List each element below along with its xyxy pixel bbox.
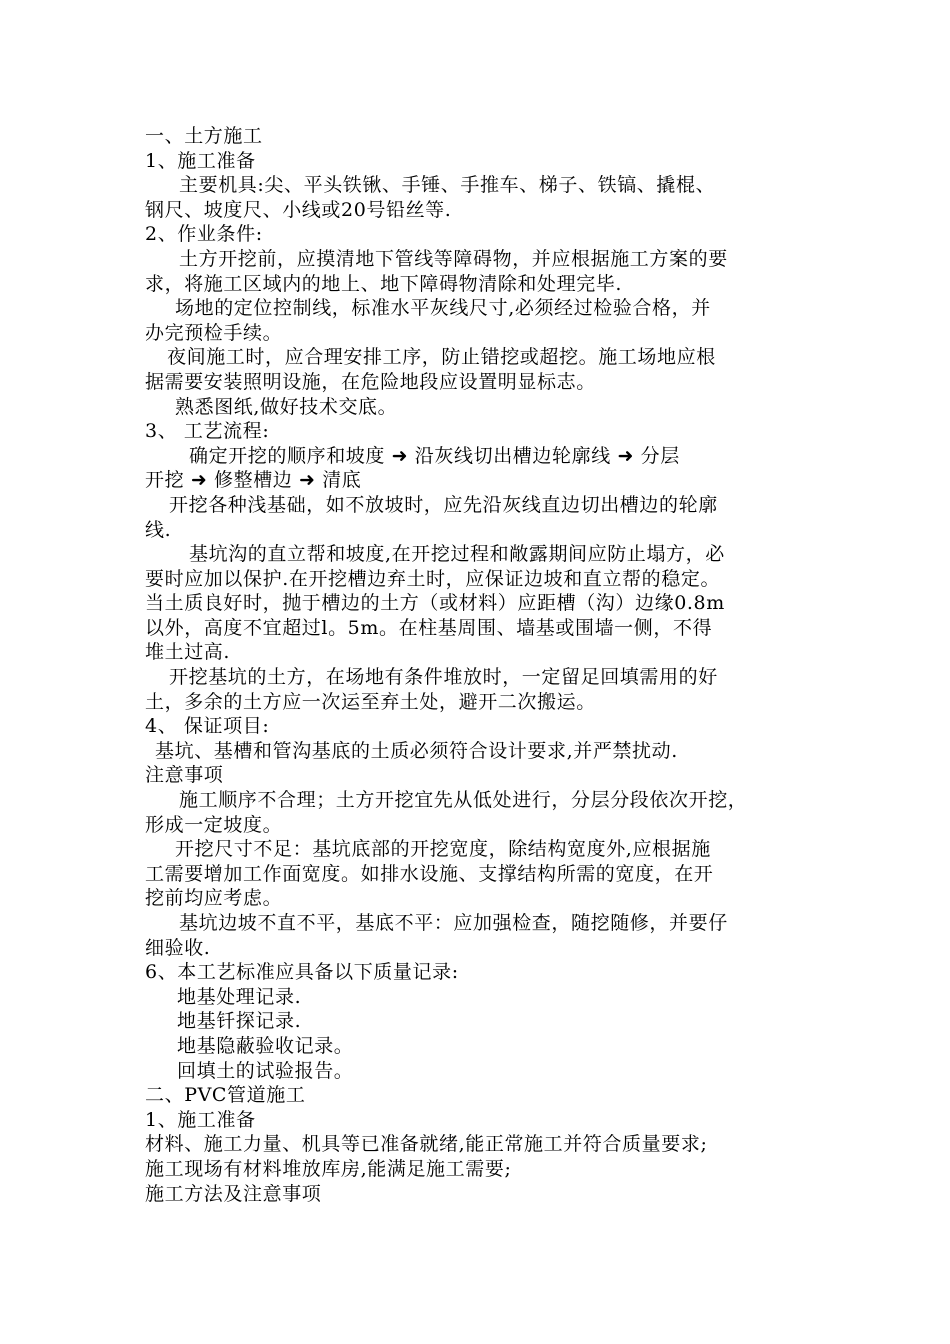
- paragraph-line: 熟悉图纸,做好技术交底。: [175, 395, 398, 418]
- list-item: 地基钎探记录.: [177, 1010, 302, 1033]
- paragraph-line: 当土质良好时，抛于槽边的土方（或材料）应距槽（沟）边缘0.8m: [145, 592, 725, 615]
- paragraph-line: 开挖基坑的土方，在场地有条件堆放时，一定留足回填需用的好: [169, 666, 718, 689]
- paragraph-line: 细验收.: [145, 936, 211, 959]
- paragraph-line: 开挖各种浅基础，如不放坡时，应先沿灰线直边切出槽边的轮廓: [169, 493, 718, 516]
- subsection-heading: 1、施工准备: [145, 1108, 256, 1131]
- paragraph-line: 挖前均应考虑。: [145, 887, 283, 910]
- subsection-heading: 6、本工艺标准应具备以下质量记录:: [145, 961, 459, 984]
- paragraph-line: 基坑沟的直立帮和坡度,在开挖过程和敞露期间应防止塌方，必: [189, 543, 725, 566]
- section-heading: 一、土方施工: [145, 125, 263, 147]
- paragraph-line: 施工顺序不合理；土方开挖宜先从低处进行，分层分段依次开挖，: [179, 789, 748, 812]
- paragraph-line: 要时应加以保护.在开挖槽边弃土时，应保证边坡和直立帮的稳定。: [145, 567, 721, 590]
- paragraph-line: 求，将施工区域内的地上、地下障碍物清除和处理完毕.: [145, 272, 623, 295]
- paragraph-line: 主要机具:尖、平头铁锹、手锤、手推车、梯子、铁镐、撬棍、: [179, 174, 716, 197]
- subsection-heading: 1、施工准备: [145, 149, 256, 172]
- paragraph-line: 施工方法及注意事项: [145, 1182, 322, 1205]
- paragraph-line: 以外，高度不宜超过l。5m。在柱基周围、墙基或围墙一侧，不得: [145, 616, 713, 639]
- subsection-heading: 2、作业条件:: [145, 223, 263, 246]
- paragraph-line: 开挖尺寸不足：基坑底部的开挖宽度，除结构宽度外,应根据施: [175, 838, 711, 861]
- paragraph-line: 土，多余的土方应一次运至弃土处，避开二次搬运。: [145, 690, 596, 713]
- subsection-heading: 4、 保证项目:: [145, 715, 270, 738]
- process-flow-line: 开挖 ➜ 修整槽边 ➜ 清底: [145, 469, 362, 492]
- paragraph-line: 堆土过高.: [145, 641, 231, 664]
- section-heading: 二、PVC管道施工: [145, 1084, 306, 1107]
- paragraph-line: 施工现场有材料堆放库房,能满足施工需要;: [145, 1157, 512, 1180]
- subsection-heading: 注意事项: [145, 764, 224, 787]
- paragraph-line: 基坑边坡不直不平，基底不平：应加强检查，随挖随修，并要仔: [179, 912, 728, 934]
- list-item: 地基隐蔽验收记录。: [177, 1034, 354, 1057]
- list-item: 回填土的试验报告。: [177, 1059, 354, 1082]
- paragraph-line: 土方开挖前，应摸清地下管线等障碍物，并应根据施工方案的要: [179, 247, 728, 270]
- paragraph-line: 夜间施工时，应合理安排工序，防止错挖或超挖。施工场地应根: [167, 346, 716, 369]
- process-flow-line: 确定开挖的顺序和坡度 ➜ 沿灰线切出槽边轮廓线 ➜ 分层: [189, 444, 680, 467]
- paragraph-line: 工需要增加工作面宽度。如排水设施、支撑结构所需的宽度，在开: [145, 862, 714, 885]
- list-item: 地基处理记录.: [177, 985, 302, 1008]
- paragraph-line: 钢尺、坡度尺、小线或20号铅丝等.: [145, 198, 452, 221]
- document-body: [145, 124, 825, 1206]
- subsection-heading: 3、 工艺流程:: [145, 420, 270, 443]
- paragraph-line: 办完预检手续。: [145, 321, 283, 344]
- paragraph-line: 材料、施工力量、机具等已准备就绪,能正常施工并符合质量要求;: [145, 1133, 708, 1156]
- paragraph-line: 场地的定位控制线，标准水平灰线尺寸,必须经过检验合格，并: [175, 297, 711, 320]
- paragraph-line: 线.: [145, 518, 172, 541]
- paragraph-line: 基坑、基槽和管沟基底的土质必须符合设计要求,并严禁扰动.: [155, 739, 678, 762]
- paragraph-line: 据需要安装照明设施，在危险地段应设置明显标志。: [145, 370, 596, 393]
- paragraph-line: 形成一定坡度。: [145, 813, 283, 836]
